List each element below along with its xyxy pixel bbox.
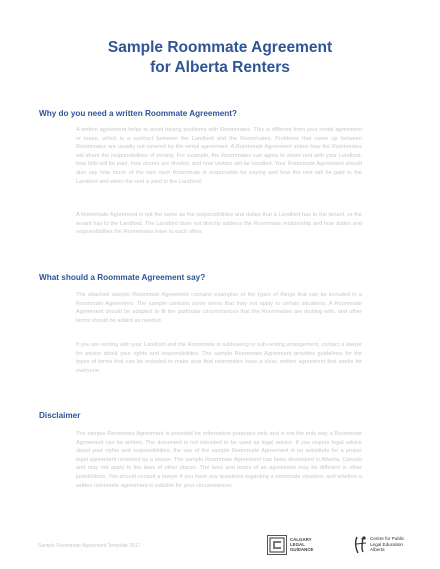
- calgary-legal-guidance-icon: [267, 535, 287, 555]
- section-heading-what: What should a Roommate Agreement say?: [39, 273, 206, 282]
- logo2-line-1: Centre for Public: [370, 536, 405, 541]
- cplea-text: [370, 536, 404, 553]
- section-what-paragraph-2: If you are renting with your Landlord and the Roommate is subleasing or sub-renting arrangement, contact a lawyer for advice about your rights and responsibilities. The sample Roommate Agreement provides guidelines for the types of terms that can be included to make sure that roommates have a clear, written agreement that works for everyone.: [76, 342, 362, 374]
- logo1-line-1: CALGARY: [290, 537, 312, 542]
- cplea-logo: [353, 533, 413, 557]
- logo1-line-2: LEGAL: [290, 542, 305, 547]
- logo1-line-3: GUIDANCE: [290, 547, 314, 552]
- cplea-figure-icon: [353, 535, 369, 555]
- section-heading-disclaimer: Disclaimer: [39, 411, 81, 420]
- title-line-1: Sample Roommate Agreement: [107, 39, 333, 56]
- calgary-legal-guidance-logo: [267, 535, 337, 555]
- title-line-2: for Alberta Renters: [150, 59, 290, 76]
- footer-text: Sample Roommate Agreement Template 2017: [38, 543, 141, 549]
- section-disclaimer-paragraph: The sample Roommate Agreement is provided for information purposes only and is not the only way a Roommate Agreement can be written. The document is not intended to be used as legal advice. If you require legal advice about your rights and responsibilities, the use of the sample Roommate Agreement is no substitute for a proper legal agreement reviewed by a lawyer. The sample Roommate Agreement has been developed in Alberta, Canada and may not apply to the laws of other places. The laws and terms of an agreement may be different in other jurisdictions. You should consult a lawyer if you have any questions regarding a roommate situation, and whether a written roommate agreement is suitable for your circumstances.: [76, 431, 362, 489]
- section-what-paragraph-1: The attached sample Roommate Agreement contains examples of the types of things that can be included in a Roommate Agreement. The sample contains some terms that may not apply to certain situations. A Roommate Agreement should be adapted to fit the particular circumstances that the Roommates are dealing with, and other terms should be added as needed.: [76, 292, 362, 324]
- calgary-legal-guidance-text: [290, 537, 313, 552]
- document-title: [0, 38, 440, 78]
- logo2-line-2: Legal Education: [370, 541, 403, 547]
- section-why-paragraph-1: A written agreement helps to avoid having problems with Roommates. This is different from your rental agreement or lease, which is a contract between the Landlord and the Roommates. Problems that come up between Roommates are usually not covered by the rental agreement. A Roommate Agreement states how the Roommates will share the responsibilities of renting. For example, the Roommates can agree to share rent with your Landlord, how bills will be paid, how chores are divided, and how visitors will be handled. Your Roommate Agreement should also say how much of the rent each Roommate is responsible for paying and how the rent will be paid to the Landlord and when the rent is paid to the Landlord.: [76, 127, 362, 185]
- section-why-paragraph-2: A Roommate Agreement is not the same as the responsibilities and duties that a Landlord has to the tenant, or the tenant has to the Landlord. The Landlord does not directly address the Roommate relationship and how duties and responsibilities the Roommates have to each other.: [76, 212, 362, 236]
- logo2-line-3: Alberta: [370, 547, 385, 553]
- section-heading-why: Why do you need a written Roommate Agreement?: [39, 109, 238, 118]
